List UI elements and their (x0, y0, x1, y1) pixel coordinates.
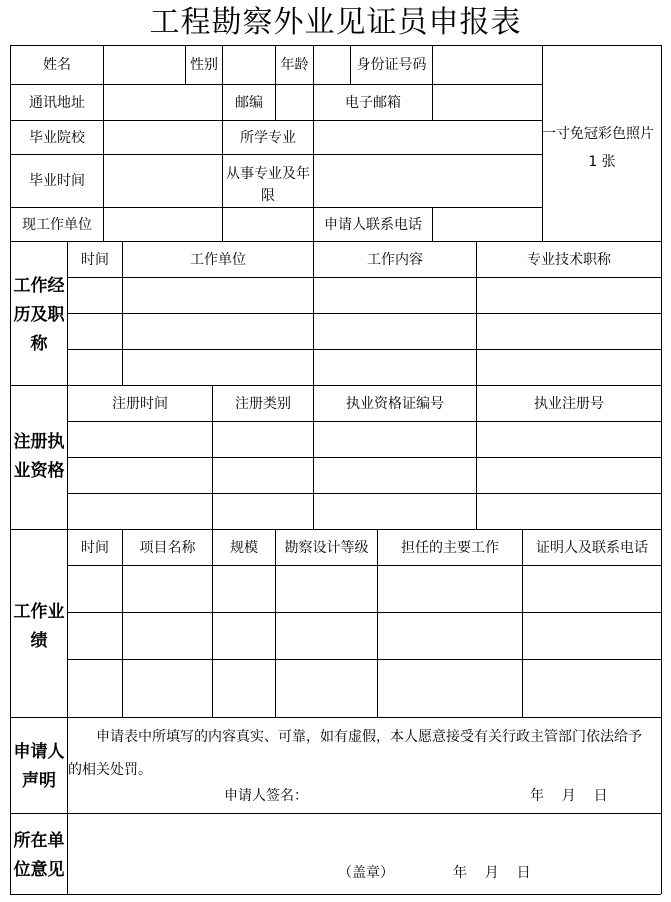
header-registration-time: 注册时间 (112, 395, 168, 412)
row-line (67, 457, 661, 458)
header-scale: 规模 (230, 539, 258, 556)
label-address: 通讯地址 (29, 94, 85, 111)
header-work-time: 时间 (81, 251, 109, 268)
header-work-employer: 工作单位 (190, 251, 246, 268)
col-line (103, 45, 104, 241)
label-name: 姓名 (43, 57, 71, 73)
label-age: 年龄 (280, 57, 309, 73)
col-line (67, 241, 68, 894)
table-border-top (10, 45, 661, 46)
label-applicant-phone: 申请人联系电话 (324, 216, 422, 233)
section-label-declaration: 申请人声明 (13, 742, 65, 791)
photo-placeholder-line2: 1 张 (588, 154, 616, 170)
header-perf-time: 时间 (81, 539, 109, 556)
section-label-registration: 注册执业资格 (13, 432, 65, 481)
row-line (67, 612, 661, 613)
col-line (432, 45, 433, 120)
header-main-work: 担任的主要工作 (401, 539, 499, 556)
header-professional-title: 专业技术职称 (527, 251, 611, 268)
label-employer: 现工作单位 (22, 216, 92, 233)
unit-opinion-date: 年 月 日 (453, 865, 531, 881)
header-witness-phone: 证明人及联系电话 (536, 539, 648, 556)
row-line (67, 349, 661, 350)
header-survey-grade: 勘察设计等级 (284, 539, 369, 556)
row-line (67, 313, 661, 314)
header-registration-number: 执业注册号 (534, 395, 604, 412)
declaration-text-line2: 的相关处罚。 (68, 762, 152, 778)
col-line (432, 207, 433, 241)
section-line (10, 813, 661, 814)
row-line (67, 493, 661, 494)
label-major: 所学专业 (240, 129, 296, 146)
declaration-text-line1: 申请表中所填写的内容真实、可靠，如有虚假，本人愿意接受有关行政主管部门依法给予 (96, 729, 642, 745)
label-email: 电子邮箱 (345, 94, 401, 111)
applicant-signature-label: 申请人签名： (224, 788, 308, 804)
label-id-number: 身份证号码 (356, 57, 427, 73)
section-label-performance: 工作业绩 (13, 602, 65, 651)
header-work-content: 工作内容 (367, 251, 423, 268)
header-certificate-number: 执业资格证编号 (346, 395, 444, 412)
row-line (67, 277, 661, 278)
table-border-right (661, 45, 662, 894)
label-years-in-field: 从事专业及年限 (226, 166, 310, 204)
table-border-bottom (10, 894, 661, 895)
photo-placeholder-line1: 一寸免冠彩色照片 (542, 126, 654, 142)
label-postcode: 邮编 (235, 94, 263, 111)
section-line (10, 717, 661, 718)
header-project-name: 项目名称 (139, 539, 196, 556)
label-gender: 性别 (190, 57, 218, 73)
label-graduation-time: 毕业时间 (29, 173, 85, 189)
unit-stamp-label: （盖章） (338, 865, 394, 881)
section-label-unit-opinion: 所在单位意见 (13, 831, 65, 880)
section-label-work-history: 工作经历及职称 (13, 275, 65, 354)
row-line (67, 659, 661, 660)
row-line (67, 565, 661, 566)
header-registration-category: 注册类别 (235, 395, 291, 412)
row-line (67, 421, 661, 422)
label-school: 毕业院校 (29, 129, 85, 146)
declaration-date: 年 月 日 (530, 788, 608, 804)
form-title: 工程勘察外业见证员申报表 (149, 5, 522, 40)
